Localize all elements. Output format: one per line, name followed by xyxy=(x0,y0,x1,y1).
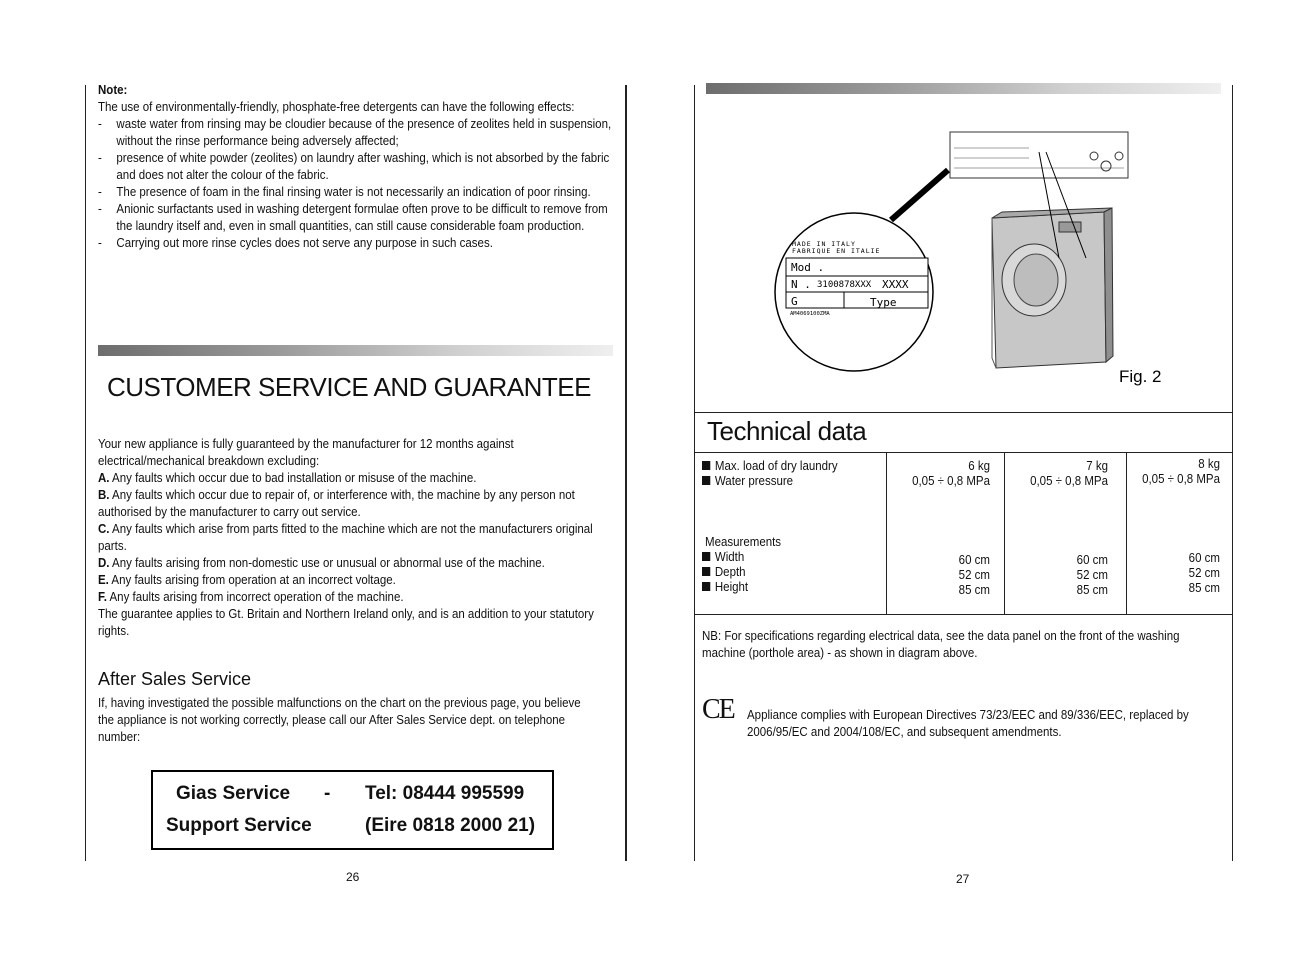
left-page-right-rule xyxy=(625,85,627,861)
label-n-text: N . xyxy=(791,278,811,291)
tech-label-width: Width xyxy=(702,550,744,565)
label-xxxx-text: XXXX xyxy=(882,278,909,291)
table-col-rule-2 xyxy=(1004,452,1005,614)
ce-compliance-text: Appliance complies with European Directives 73/23/EEC and 89/336/EEC, replaced by 2006/95/EC and 2004/108/EC, and subsequent amendments. xyxy=(747,708,1189,739)
bullet-square-icon xyxy=(702,476,710,485)
guarantee-item-b: B. Any faults which occur due to repair of, or interference with, the machine by any person not authorised by the manufacturer to carry out service. xyxy=(98,488,575,519)
top-divider-bar xyxy=(706,83,1221,94)
bullet-square-icon xyxy=(702,582,710,591)
service-separator: - xyxy=(324,783,331,804)
guarantee-outro: The guarantee applies to Gt. Britain and Northern Ireland only, and is an addition to your statutory rights. xyxy=(98,607,594,638)
section-divider-bar xyxy=(98,345,613,356)
section-title: CUSTOMER SERVICE AND GUARANTEE xyxy=(107,372,591,402)
width-col-2: 60 cm xyxy=(1076,553,1108,567)
width-col-1: 60 cm xyxy=(958,553,990,567)
load-7kg: 7 kg xyxy=(1086,459,1108,473)
height-col-2: 85 cm xyxy=(1076,583,1108,597)
tech-title: Technical data xyxy=(707,416,867,446)
bullet-square-icon xyxy=(702,461,710,470)
pressure-col-1: 0,05 ÷ 0,8 MPa xyxy=(912,474,990,488)
guarantee-item-e: E. Any faults arising from operation at an incorrect voltage. xyxy=(98,573,396,587)
service-name-1: Gias Service xyxy=(176,783,291,804)
label-g-text: G xyxy=(791,295,798,308)
right-page-right-rule xyxy=(1232,85,1233,861)
tech-label-load: Max. load of dry laundry xyxy=(702,459,895,474)
service-contact-box xyxy=(151,770,554,850)
tech-label-depth: Depth xyxy=(702,565,746,580)
pressure-col-2: 0,05 ÷ 0,8 MPa xyxy=(1030,474,1108,488)
note-title: Note: xyxy=(98,83,128,97)
top-data-plate xyxy=(950,132,1128,178)
note-intro: The use of environmentally-friendly, phosphate-free detergents can have the following effects: xyxy=(98,100,575,114)
note-item: - Carrying out more rinse cycles does not serve any purpose in such cases. xyxy=(98,235,613,252)
nb-note: NB: For specifications regarding electrical data, see the data panel on the front of the washing machine (porthole area) - as shown in diagram above. xyxy=(702,629,1180,660)
table-bottom-rule xyxy=(694,614,1233,615)
note-item: - The presence of foam in the final rinsing water is not necessarily an indication of poor rinsing. xyxy=(98,184,613,201)
note-block xyxy=(98,82,613,252)
tech-label-height: Height xyxy=(702,580,748,595)
tech-label-pressure: Water pressure xyxy=(702,474,895,489)
label-made-text: MADE IN ITALY xyxy=(792,240,856,248)
note-item: - Anionic surfactants used in washing detergent formulae often prove to be difficult to remove from the laundry itself and, even in small quantities, can still cause considerable foam production. xyxy=(98,201,613,235)
label-type-text: Type xyxy=(870,296,897,309)
load-6kg: 6 kg xyxy=(968,459,990,473)
guarantee-item-a: A. Any faults which occur due to bad installation or misuse of the machine. xyxy=(98,471,477,485)
load-8kg: 8 kg xyxy=(1198,457,1220,471)
label-serial-text: 3100878XXX xyxy=(817,280,872,290)
service-phone-eire: (Eire 0818 2000 21) xyxy=(365,815,536,836)
guarantee-block xyxy=(98,436,613,640)
after-sales-text: If, having investigated the possible malfunctions on the chart on the previous page, you believe the appliance is not working correctly, please call our After Sales Service dept. on telephone number: xyxy=(98,696,581,744)
after-sales-title: After Sales Service xyxy=(98,669,252,689)
note-list xyxy=(98,116,613,252)
depth-col-2: 52 cm xyxy=(1076,568,1108,582)
depth-col-3: 52 cm xyxy=(1188,566,1220,580)
left-page-left-rule xyxy=(85,85,86,861)
bullet-square-icon xyxy=(702,567,710,576)
note-item: - presence of white powder (zeolites) on laundry after washing, which is not absorbed by the fabric and does not alter the colour of the fabric. xyxy=(98,150,613,184)
label-fabrique-text: FABRIQUE EN ITALIE xyxy=(792,247,881,255)
page-number-right: 27 xyxy=(956,872,970,886)
height-col-3: 85 cm xyxy=(1188,581,1220,595)
measurements-heading: Measurements xyxy=(705,535,782,549)
height-col-1: 85 cm xyxy=(958,583,990,597)
service-name-2: Support Service xyxy=(166,815,312,836)
service-phone-uk: Tel: 08444 995599 xyxy=(365,783,525,804)
figure-caption: Fig. 2 xyxy=(1119,367,1162,386)
label-code-text: AM4069100ZMA xyxy=(790,311,830,317)
bullet-square-icon xyxy=(702,552,710,561)
note-item: - waste water from rinsing may be cloudier because of the presence of zeolites held in suspension, without the rinse performance being adversely affected; xyxy=(98,116,613,150)
washing-machine-figure xyxy=(694,100,1232,400)
width-col-3: 60 cm xyxy=(1188,551,1220,565)
page-number-left: 26 xyxy=(346,870,360,884)
guarantee-intro: Your new appliance is fully guaranteed by the manufacturer for 12 months against electrical/mechanical breakdown excluding: xyxy=(98,437,514,468)
guarantee-item-d: D. Any faults arising from non-domestic use or unusual or abnormal use of the machine. xyxy=(98,556,545,570)
label-mod-text: Mod . xyxy=(791,261,825,274)
tech-top-rule xyxy=(694,412,1233,413)
table-top-rule xyxy=(694,452,1233,453)
guarantee-item-f: F. Any faults arising from incorrect operation of the machine. xyxy=(98,590,404,604)
pressure-col-3: 0,05 ÷ 0,8 MPa xyxy=(1142,472,1220,486)
washing-machine-illustration xyxy=(992,208,1113,368)
guarantee-item-c: C. Any faults which arise from parts fitted to the machine which are not the manufacturers original parts. xyxy=(98,522,593,553)
ce-mark-icon: CE xyxy=(702,694,734,725)
depth-col-1: 52 cm xyxy=(958,568,990,582)
